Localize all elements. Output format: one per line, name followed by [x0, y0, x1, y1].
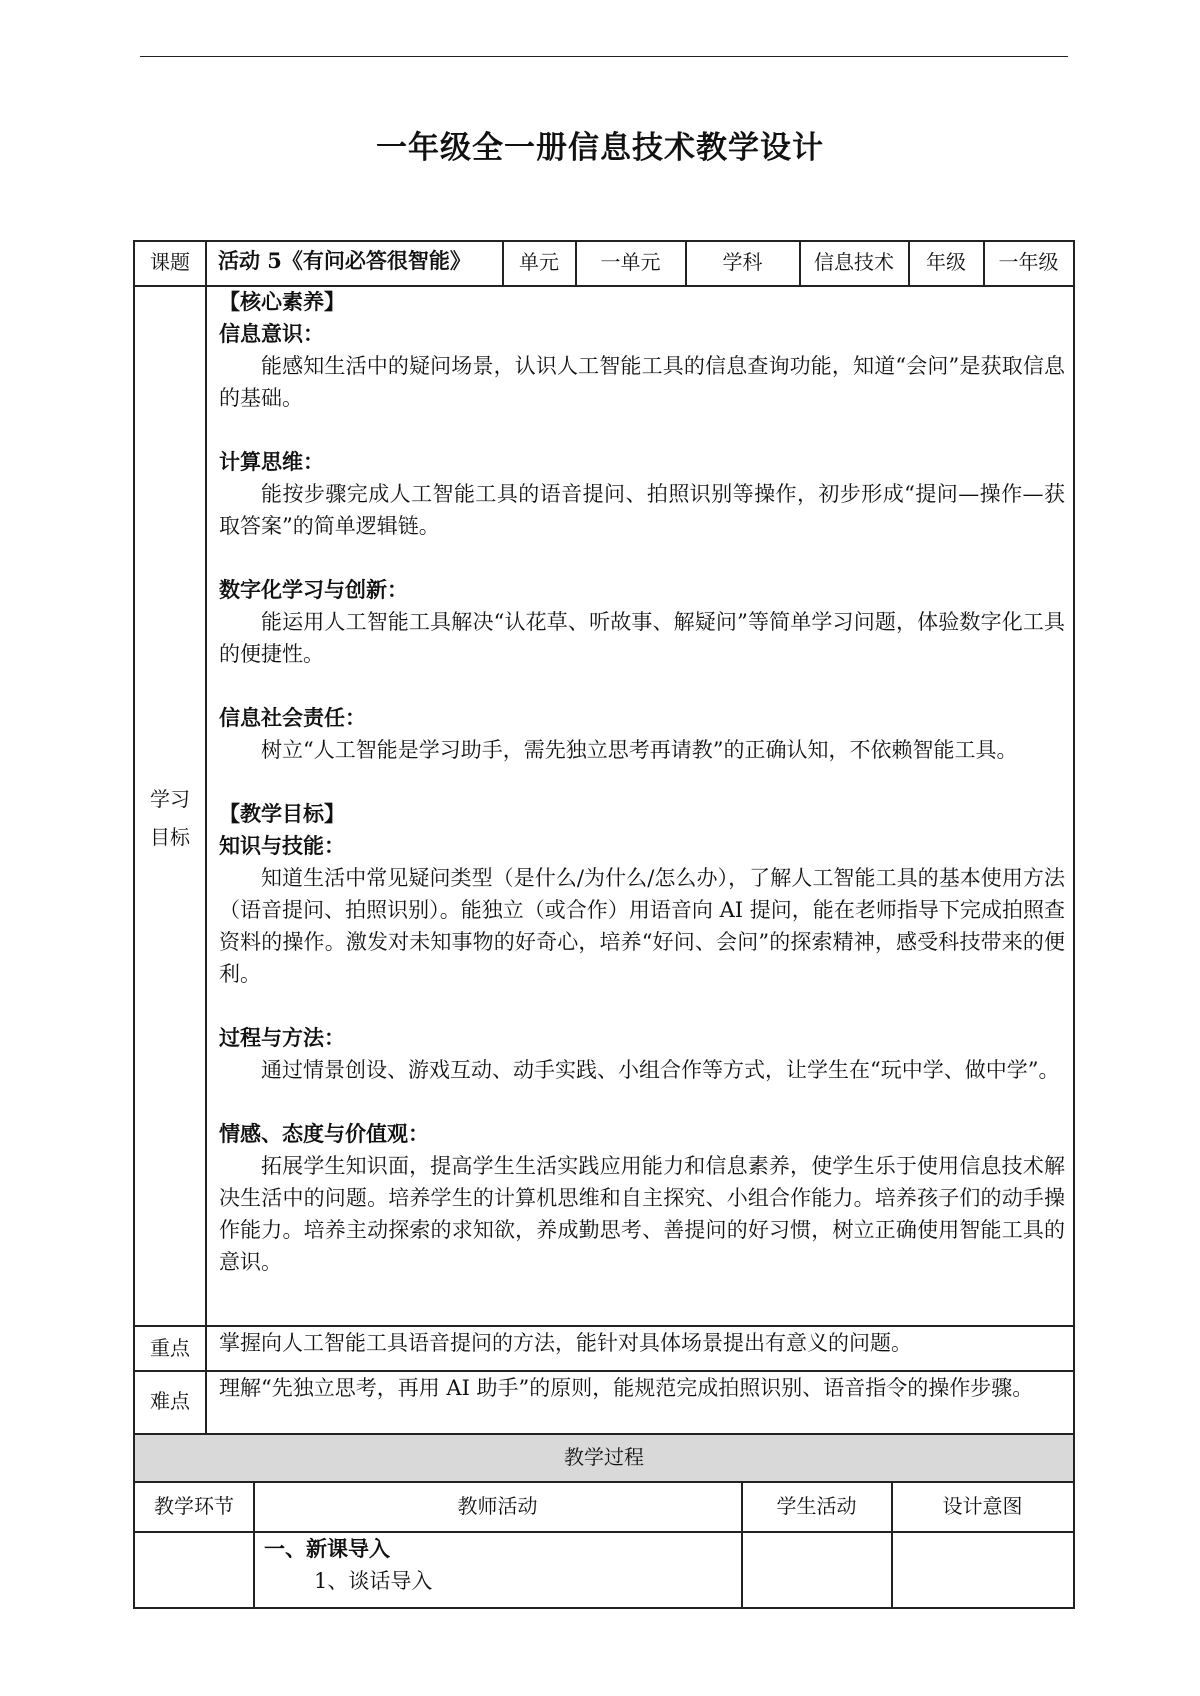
- difficulty-text: 理解“先独立思考，再用 AI 助手”的原则，能规范完成拍照识别、语音指令的操作步骤。: [219, 1376, 1034, 1400]
- digital-learning-title: 数字化学习与创新：: [219, 577, 408, 602]
- table-border: [133, 240, 1075, 242]
- core-literacy-heading: 【核心素养】: [219, 289, 345, 314]
- process-first-cell: [264, 1533, 734, 1597]
- computational-thinking-title: 计算思维：: [219, 449, 324, 474]
- social-responsibility-title: 信息社会责任：: [219, 705, 366, 730]
- header-rule: [140, 56, 1068, 57]
- talk-intro-item: 1、谈话导入: [314, 1569, 433, 1593]
- process-methods-text: 通过情景创设、游戏互动、动手实践、小组合作等方式，让学生在“玩中学、做中学”。: [261, 1058, 1060, 1082]
- table-border: [1073, 240, 1075, 1608]
- unit-label: 单元: [519, 250, 559, 274]
- knowledge-skills-text: 知道生活中常见疑问类型（是什么/为什么/怎么办），了解人工智能工具的基本使用方法（语音提问、拍照识别）。能独立（或合作）用语音向 AI 提问，能在老师指导下完成拍照查资料的操作。激发对未知事物的好奇心，培养“好问、会问”的探索精神，感受科技带来的便利。: [219, 866, 1065, 986]
- table-border: [205, 285, 207, 1433]
- lesson-label: 课题: [150, 250, 190, 274]
- col-teacher-header: 教师活动: [457, 1494, 538, 1518]
- unit-value: 一单元: [600, 250, 661, 274]
- table-border: [133, 1433, 1075, 1435]
- grade-value: 一年级: [998, 250, 1059, 274]
- emotion-values-title: 情感、态度与价值观：: [219, 1121, 429, 1146]
- knowledge-skills-title: 知识与技能：: [219, 833, 345, 858]
- objectives-content: [219, 286, 1065, 1278]
- teaching-goals-heading: 【教学目标】: [219, 801, 345, 826]
- objectives-label-line1: 学习: [150, 787, 190, 811]
- digital-learning-text: 能运用人工智能工具解决“认花草、听故事、解疑问”等简单学习问题，体验数字化工具的便捷性。: [219, 610, 1065, 666]
- key-point-label: 重点: [150, 1336, 190, 1360]
- col-intent-header: 设计意图: [942, 1494, 1023, 1518]
- subject-label: 学科: [722, 250, 763, 274]
- table-border: [205, 240, 207, 285]
- subject-value: 信息技术: [814, 250, 894, 274]
- info-awareness-title: 信息意识：: [219, 321, 324, 346]
- social-responsibility-text: 树立“人工智能是学习助手，需先独立思考再请教”的正确认知，不依赖智能工具。: [261, 738, 1018, 762]
- col-stage-header: 教学环节: [154, 1494, 234, 1518]
- grade-label: 年级: [926, 250, 966, 274]
- process-banner: 教学过程: [564, 1445, 644, 1469]
- process-methods-title: 过程与方法：: [219, 1025, 345, 1050]
- new-lesson-intro-heading: 一、新课导入: [264, 1536, 390, 1561]
- info-awareness-text: 能感知生活中的疑问场景，认识人工智能工具的信息查询功能，知道“会问”是获取信息的基础。: [219, 354, 1065, 410]
- table-border: [133, 1607, 1075, 1609]
- document-title: 一年级全一册信息技术教学设计: [376, 130, 824, 166]
- objectives-label: [135, 780, 205, 856]
- col-student-header: 学生活动: [776, 1494, 857, 1518]
- table-border: [133, 1481, 1075, 1483]
- objectives-label-line2: 目标: [150, 825, 190, 849]
- key-point-text: 掌握向人工智能工具语音提问的方法，能针对具体场景提出有意义的问题。: [219, 1331, 912, 1355]
- difficulty-label: 难点: [150, 1389, 190, 1413]
- lesson-value: 活动 5《有问必答很智能》: [218, 248, 471, 273]
- emotion-values-text: 拓展学生知识面，提高学生生活实践应用能力和信息素养，使学生乐于使用信息技术解决生活中的问题。培养学生的计算机思维和自主探究、小组合作能力。培养孩子们的动手操作能力。培养主动探索的求知欲，养成勤思考、善提问的好习惯，树立正确使用智能工具的意识。: [219, 1154, 1065, 1274]
- computational-thinking-text: 能按步骤完成人工智能工具的语音提问、拍照识别等操作，初步形成“提问—操作—获取答案”的简单逻辑链。: [219, 482, 1065, 538]
